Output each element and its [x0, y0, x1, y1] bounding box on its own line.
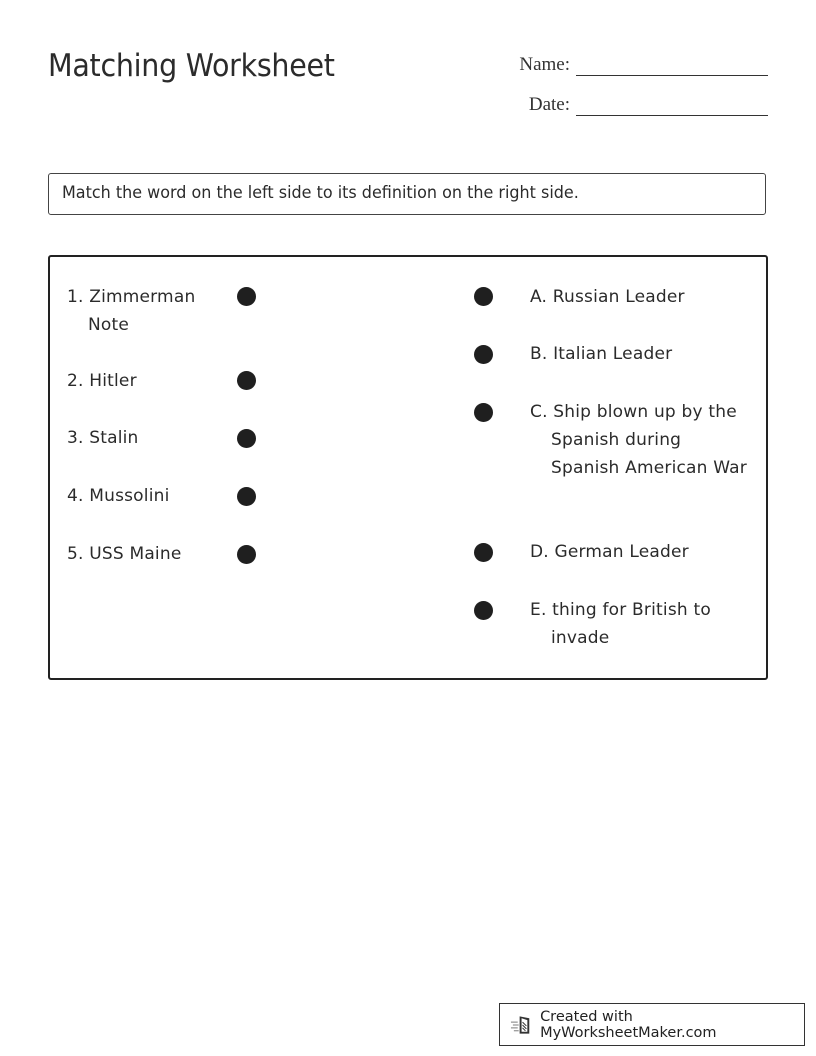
- left-match-dot-5[interactable]: [237, 545, 256, 564]
- name-label: Name:: [519, 54, 570, 75]
- left-item-3: [67, 424, 217, 452]
- name-field: [519, 54, 768, 76]
- right-match-dot-e[interactable]: [474, 601, 493, 620]
- right-item-a: [530, 283, 755, 311]
- left-match-dot-3[interactable]: [237, 429, 256, 448]
- left-item-2: [67, 367, 217, 395]
- right-match-dot-c[interactable]: [474, 403, 493, 422]
- date-field: [529, 94, 768, 116]
- right-item-b: [530, 340, 755, 368]
- right-item-label: A. Russian Leader: [530, 287, 685, 307]
- page-title: Matching Worksheet: [48, 48, 335, 84]
- name-blank-line: [576, 55, 768, 76]
- right-item-label: C. Ship blown up by the Spanish during Spanish American War: [530, 402, 747, 478]
- right-item-label: B. Italian Leader: [530, 344, 673, 364]
- date-blank-line: [576, 95, 768, 116]
- worksheet-maker-logo-icon: [510, 1014, 535, 1036]
- right-match-dot-d[interactable]: [474, 543, 493, 562]
- left-match-dot-4[interactable]: [237, 487, 256, 506]
- left-match-dot-2[interactable]: [237, 371, 256, 390]
- right-item-c: [530, 398, 755, 482]
- instructions-box: [48, 173, 766, 215]
- right-item-d: [530, 538, 755, 566]
- matching-box: [48, 255, 768, 680]
- left-item-1: [67, 283, 217, 339]
- left-item-4: [67, 482, 217, 510]
- right-match-dot-a[interactable]: [474, 287, 493, 306]
- right-match-dot-b[interactable]: [474, 345, 493, 364]
- left-item-label: 3. Stalin: [67, 428, 139, 448]
- left-item-label: 2. Hitler: [67, 371, 137, 391]
- left-match-dot-1[interactable]: [237, 287, 256, 306]
- left-item-label: 4. Mussolini: [67, 486, 170, 506]
- instructions-text: Match the word on the left side to its definition on the right side.: [62, 183, 579, 203]
- left-item-label: 1. Zimmerman Note: [67, 287, 196, 335]
- left-item-label: 5. USS Maine: [67, 544, 182, 564]
- footer-credit[interactable]: [499, 1003, 805, 1046]
- right-item-e: [530, 596, 755, 652]
- footer-text: Created with MyWorksheetMaker.com: [540, 1008, 717, 1041]
- left-item-5: [67, 540, 217, 568]
- right-item-label: E. thing for British to invade: [530, 600, 711, 648]
- right-item-label: D. German Leader: [530, 542, 689, 562]
- date-label: Date:: [528, 94, 570, 115]
